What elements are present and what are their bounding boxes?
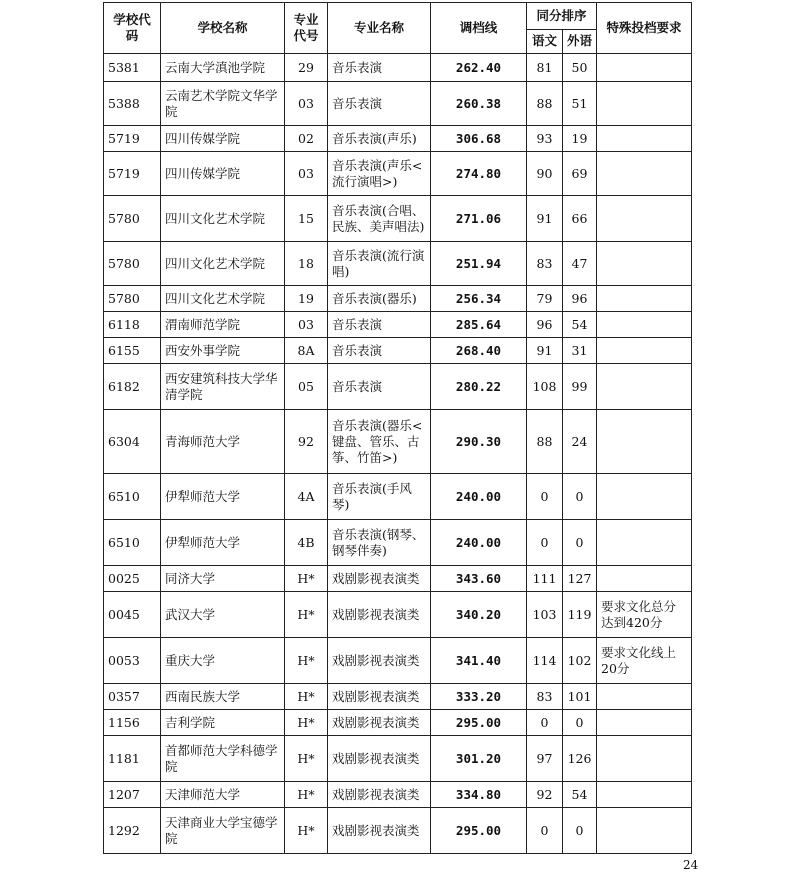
cell-foreign: 0 xyxy=(563,808,597,854)
cell-special xyxy=(597,312,692,338)
cell-major-name: 戏剧影视表演类 xyxy=(328,684,431,710)
header-school-name: 学校名称 xyxy=(161,3,285,54)
cell-school-code: 5780 xyxy=(104,286,161,312)
cell-special xyxy=(597,520,692,566)
cell-major-name: 音乐表演(器乐) xyxy=(328,286,431,312)
header-chinese: 语文 xyxy=(527,29,563,53)
cell-chinese: 111 xyxy=(527,566,563,592)
cell-school-code: 1292 xyxy=(104,808,161,854)
cell-chinese: 91 xyxy=(527,196,563,242)
cell-school-name: 西安外事学院 xyxy=(161,338,285,364)
cell-cutoff: 268.40 xyxy=(431,338,527,364)
cell-special xyxy=(597,82,692,126)
cell-special xyxy=(597,196,692,242)
table-row xyxy=(104,638,692,684)
cell-school-code: 1207 xyxy=(104,782,161,808)
cell-foreign: 119 xyxy=(563,592,597,638)
cell-school-code: 6118 xyxy=(104,312,161,338)
cell-cutoff: 256.34 xyxy=(431,286,527,312)
table-row xyxy=(104,338,692,364)
cell-cutoff: 295.00 xyxy=(431,808,527,854)
cell-major-name: 音乐表演 xyxy=(328,54,431,82)
cell-cutoff: 240.00 xyxy=(431,474,527,520)
cell-major-code: 8A xyxy=(285,338,328,364)
cell-school-name: 西南民族大学 xyxy=(161,684,285,710)
cell-major-name: 音乐表演 xyxy=(328,82,431,126)
cell-school-name: 渭南师范学院 xyxy=(161,312,285,338)
table-row xyxy=(104,684,692,710)
header-special: 特殊投档要求 xyxy=(597,3,692,54)
cell-foreign: 101 xyxy=(563,684,597,710)
cell-major-code: H* xyxy=(285,592,328,638)
cell-cutoff: 251.94 xyxy=(431,242,527,286)
cell-special xyxy=(597,684,692,710)
cell-chinese: 93 xyxy=(527,126,563,152)
table-row xyxy=(104,592,692,638)
cell-major-name: 音乐表演(钢琴、钢琴伴奏) xyxy=(328,520,431,566)
cell-cutoff: 285.64 xyxy=(431,312,527,338)
cell-major-code: 02 xyxy=(285,126,328,152)
cell-major-code: H* xyxy=(285,684,328,710)
cell-school-code: 5719 xyxy=(104,152,161,196)
cell-chinese: 92 xyxy=(527,782,563,808)
cell-school-name: 首都师范大学科德学院 xyxy=(161,736,285,782)
table-row xyxy=(104,364,692,410)
cell-foreign: 19 xyxy=(563,126,597,152)
cell-major-name: 音乐表演(手风琴) xyxy=(328,474,431,520)
cell-school-code: 5381 xyxy=(104,54,161,82)
cell-foreign: 126 xyxy=(563,736,597,782)
table-row xyxy=(104,710,692,736)
cell-foreign: 24 xyxy=(563,410,597,474)
cell-special xyxy=(597,364,692,410)
cell-major-name: 音乐表演(合唱、民族、美声唱法) xyxy=(328,196,431,242)
cell-major-name: 音乐表演(声乐) xyxy=(328,126,431,152)
cell-foreign: 66 xyxy=(563,196,597,242)
cell-school-code: 0025 xyxy=(104,566,161,592)
cell-foreign: 0 xyxy=(563,474,597,520)
cell-major-name: 戏剧影视表演类 xyxy=(328,592,431,638)
cell-school-code: 0053 xyxy=(104,638,161,684)
table-row xyxy=(104,808,692,854)
cell-foreign: 31 xyxy=(563,338,597,364)
cell-school-code: 0357 xyxy=(104,684,161,710)
cell-major-name: 戏剧影视表演类 xyxy=(328,736,431,782)
cell-school-code: 6155 xyxy=(104,338,161,364)
header-major-code: 专业代号 xyxy=(285,3,328,54)
cell-school-name: 吉利学院 xyxy=(161,710,285,736)
cell-special: 要求文化总分达到420分 xyxy=(597,592,692,638)
cell-foreign: 99 xyxy=(563,364,597,410)
cell-school-name: 重庆大学 xyxy=(161,638,285,684)
cell-chinese: 83 xyxy=(527,242,563,286)
cell-school-code: 5780 xyxy=(104,242,161,286)
cell-major-name: 音乐表演(流行演唱) xyxy=(328,242,431,286)
cell-chinese: 114 xyxy=(527,638,563,684)
cell-school-name: 伊犁师范大学 xyxy=(161,474,285,520)
cell-major-name: 音乐表演 xyxy=(328,312,431,338)
cell-major-name: 戏剧影视表演类 xyxy=(328,638,431,684)
cell-school-name: 四川文化艺术学院 xyxy=(161,242,285,286)
cell-school-code: 1156 xyxy=(104,710,161,736)
cell-major-code: H* xyxy=(285,808,328,854)
cell-special xyxy=(597,152,692,196)
cell-school-name: 西安建筑科技大学华清学院 xyxy=(161,364,285,410)
cell-school-code: 6182 xyxy=(104,364,161,410)
cell-school-name: 伊犁师范大学 xyxy=(161,520,285,566)
cell-special xyxy=(597,242,692,286)
header-major-name: 专业名称 xyxy=(328,3,431,54)
cell-cutoff: 260.38 xyxy=(431,82,527,126)
cell-school-code: 5719 xyxy=(104,126,161,152)
cell-chinese: 88 xyxy=(527,410,563,474)
cell-chinese: 0 xyxy=(527,474,563,520)
cell-major-code: 19 xyxy=(285,286,328,312)
cell-school-name: 四川文化艺术学院 xyxy=(161,196,285,242)
cell-major-code: H* xyxy=(285,710,328,736)
table-row xyxy=(104,410,692,474)
table-row xyxy=(104,520,692,566)
cell-chinese: 88 xyxy=(527,82,563,126)
cell-special xyxy=(597,410,692,474)
cell-special xyxy=(597,782,692,808)
cell-school-name: 青海师范大学 xyxy=(161,410,285,474)
table-row xyxy=(104,474,692,520)
cell-school-name: 天津商业大学宝德学院 xyxy=(161,808,285,854)
cell-school-code: 6510 xyxy=(104,474,161,520)
table-row xyxy=(104,782,692,808)
table-row xyxy=(104,82,692,126)
cell-foreign: 127 xyxy=(563,566,597,592)
cell-major-code: H* xyxy=(285,566,328,592)
cell-special xyxy=(597,286,692,312)
cell-cutoff: 334.80 xyxy=(431,782,527,808)
cell-school-code: 0045 xyxy=(104,592,161,638)
cell-major-code: H* xyxy=(285,638,328,684)
cell-special xyxy=(597,126,692,152)
cell-cutoff: 262.40 xyxy=(431,54,527,82)
cell-major-code: 05 xyxy=(285,364,328,410)
cell-cutoff: 240.00 xyxy=(431,520,527,566)
cell-major-code: 15 xyxy=(285,196,328,242)
cell-cutoff: 343.60 xyxy=(431,566,527,592)
cell-major-name: 音乐表演(声乐<流行演唱>) xyxy=(328,152,431,196)
cell-major-code: 4A xyxy=(285,474,328,520)
cell-chinese: 97 xyxy=(527,736,563,782)
cell-foreign: 54 xyxy=(563,312,597,338)
cell-foreign: 51 xyxy=(563,82,597,126)
header-tie-rank: 同分排序 xyxy=(527,3,597,30)
cell-chinese: 108 xyxy=(527,364,563,410)
table-row xyxy=(104,286,692,312)
cell-major-code: 29 xyxy=(285,54,328,82)
cell-school-name: 四川传媒学院 xyxy=(161,152,285,196)
cell-major-code: 03 xyxy=(285,152,328,196)
cell-major-code: H* xyxy=(285,736,328,782)
cell-special: 要求文化线上20分 xyxy=(597,638,692,684)
cell-cutoff: 280.22 xyxy=(431,364,527,410)
cell-special xyxy=(597,338,692,364)
cell-major-name: 戏剧影视表演类 xyxy=(328,566,431,592)
table-row xyxy=(104,126,692,152)
cell-cutoff: 341.40 xyxy=(431,638,527,684)
cell-major-name: 音乐表演 xyxy=(328,364,431,410)
cell-chinese: 81 xyxy=(527,54,563,82)
cell-special xyxy=(597,736,692,782)
cell-major-name: 戏剧影视表演类 xyxy=(328,808,431,854)
cell-major-code: 92 xyxy=(285,410,328,474)
header-school-code: 学校代码 xyxy=(104,3,161,54)
cell-school-code: 5780 xyxy=(104,196,161,242)
cell-cutoff: 306.68 xyxy=(431,126,527,152)
cell-cutoff: 340.20 xyxy=(431,592,527,638)
cell-foreign: 96 xyxy=(563,286,597,312)
cell-special xyxy=(597,566,692,592)
cell-school-code: 1181 xyxy=(104,736,161,782)
cell-foreign: 0 xyxy=(563,710,597,736)
cell-school-name: 四川文化艺术学院 xyxy=(161,286,285,312)
table-row xyxy=(104,242,692,286)
cell-major-name: 戏剧影视表演类 xyxy=(328,782,431,808)
cell-cutoff: 274.80 xyxy=(431,152,527,196)
cell-foreign: 102 xyxy=(563,638,597,684)
admission-table xyxy=(103,2,692,854)
cell-school-code: 6304 xyxy=(104,410,161,474)
cell-chinese: 83 xyxy=(527,684,563,710)
cell-school-name: 云南大学滇池学院 xyxy=(161,54,285,82)
cell-school-code: 5388 xyxy=(104,82,161,126)
page-number: 24 xyxy=(683,858,699,872)
cell-cutoff: 301.20 xyxy=(431,736,527,782)
cell-foreign: 47 xyxy=(563,242,597,286)
cell-chinese: 79 xyxy=(527,286,563,312)
cell-school-name: 四川传媒学院 xyxy=(161,126,285,152)
table-row xyxy=(104,54,692,82)
cell-major-code: 03 xyxy=(285,312,328,338)
header-cutoff: 调档线 xyxy=(431,3,527,54)
cell-major-name: 音乐表演(器乐<键盘、管乐、古筝、竹笛>) xyxy=(328,410,431,474)
cell-special xyxy=(597,54,692,82)
cell-school-name: 同济大学 xyxy=(161,566,285,592)
cell-chinese: 90 xyxy=(527,152,563,196)
cell-cutoff: 333.20 xyxy=(431,684,527,710)
cell-foreign: 0 xyxy=(563,520,597,566)
cell-chinese: 0 xyxy=(527,710,563,736)
cell-major-name: 音乐表演 xyxy=(328,338,431,364)
table-row xyxy=(104,196,692,242)
table-row xyxy=(104,566,692,592)
cell-major-code: 18 xyxy=(285,242,328,286)
cell-chinese: 91 xyxy=(527,338,563,364)
cell-major-name: 戏剧影视表演类 xyxy=(328,710,431,736)
cell-cutoff: 271.06 xyxy=(431,196,527,242)
cell-school-name: 武汉大学 xyxy=(161,592,285,638)
cell-chinese: 0 xyxy=(527,520,563,566)
table-row xyxy=(104,312,692,338)
cell-special xyxy=(597,808,692,854)
cell-foreign: 50 xyxy=(563,54,597,82)
cell-chinese: 103 xyxy=(527,592,563,638)
cell-foreign: 69 xyxy=(563,152,597,196)
cell-major-code: 03 xyxy=(285,82,328,126)
cell-foreign: 54 xyxy=(563,782,597,808)
cell-special xyxy=(597,710,692,736)
cell-cutoff: 290.30 xyxy=(431,410,527,474)
cell-cutoff: 295.00 xyxy=(431,710,527,736)
cell-chinese: 96 xyxy=(527,312,563,338)
cell-major-code: 4B xyxy=(285,520,328,566)
cell-chinese: 0 xyxy=(527,808,563,854)
cell-school-code: 6510 xyxy=(104,520,161,566)
cell-major-code: H* xyxy=(285,782,328,808)
table-row xyxy=(104,152,692,196)
cell-special xyxy=(597,474,692,520)
cell-school-name: 云南艺术学院文华学院 xyxy=(161,82,285,126)
header-foreign: 外语 xyxy=(563,29,597,53)
cell-school-name: 天津师范大学 xyxy=(161,782,285,808)
table-row xyxy=(104,736,692,782)
